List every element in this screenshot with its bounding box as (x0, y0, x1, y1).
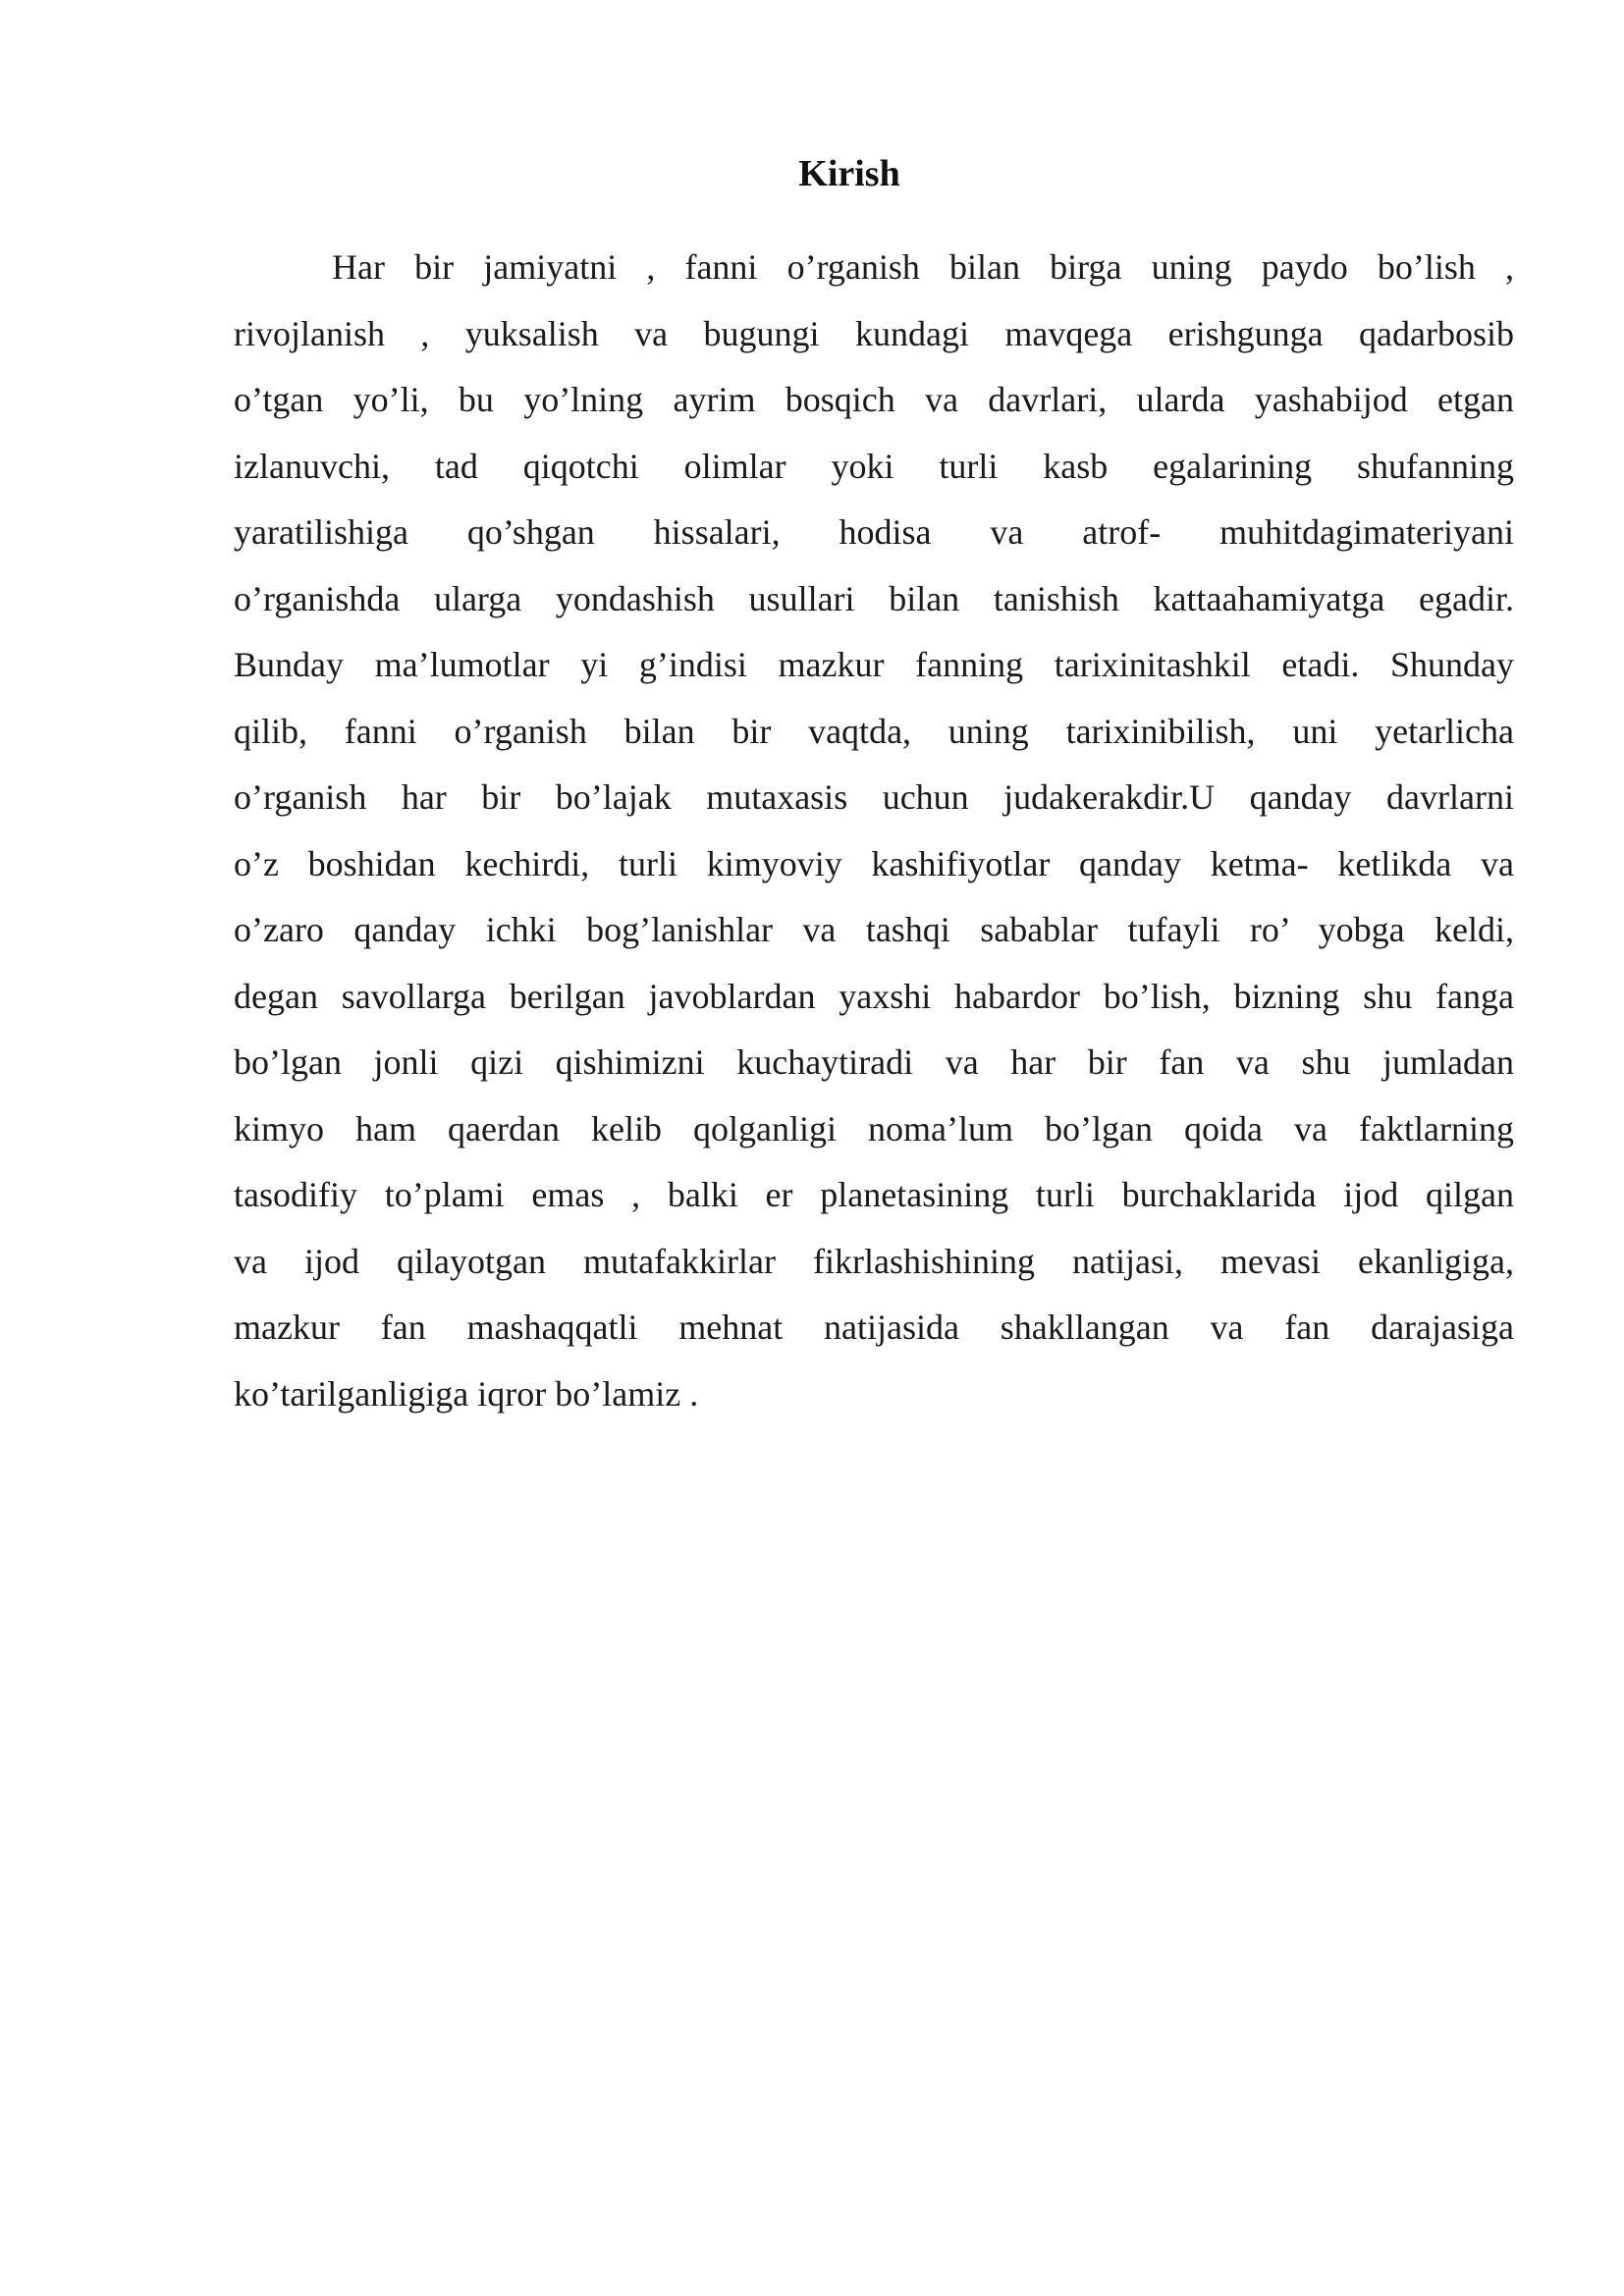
paragraph-line: o’zaro qanday ichki bog’lanishlar va tashqi sabablar tufayli ro’ yobga keldi, (234, 910, 1514, 949)
paragraph-line: ko’tarilganligiga iqror bo’lamiz . (234, 1373, 699, 1414)
paragraph-line: o’rganish har bir bo’lajak mutaxasis uchun judakerakdir.U qanday davrlarni (234, 777, 1514, 817)
paragraph-line: kimyo ham qaerdan kelib qolganligi noma’lum bo’lgan qoida va faktlarning (234, 1108, 1514, 1148)
page-title: Kirish (798, 153, 900, 194)
paragraph-line: o’tgan yo’li, bu yo’lning ayrim bosqich va davrlari, ularda yashabijod etgan (234, 380, 1514, 419)
paragraph-line: mazkur fan mashaqqatli mehnat natijasida shakllangan va fan darajasiga (234, 1308, 1514, 1347)
paragraph-line: qilib, fanni o’rganish bilan bir vaqtda, uning tarixinibilish, uni yetarlicha (234, 711, 1514, 751)
paragraph-line: yaratilishiga qo’shgan hissalari, hodisa va atrof- muhitdagimateriyani (234, 512, 1514, 552)
paragraph-line: o’rganishda ularga yondashish usullari bilan tanishish kattaahamiyatga egadir. (234, 578, 1514, 618)
paragraph-line: izlanuvchi, tad qiqotchi olimlar yoki turli kasb egalarining shufanning (234, 446, 1514, 486)
paragraph-line: Har bir jamiyatni , fanni o’rganish bilan birga uning paydo bo’lish , (332, 247, 1514, 287)
paragraph-line: degan savollarga berilgan javoblardan yaxshi habardor bo’lish, bizning shu fanga (234, 976, 1514, 1016)
paragraph-line: tasodifiy to’plami emas , balki er planetasining turli burchaklarida ijod qilgan (234, 1175, 1514, 1214)
paragraph-line: rivojlanish , yuksalish va bugungi kundagi mavqega erishgunga qadarbosib (234, 313, 1514, 353)
paragraph-line: bo’lgan jonli qizi qishimizni kuchaytiradi va har bir fan va shu jumladan (234, 1042, 1514, 1082)
paragraph-line: Bunday ma’lumotlar yi g’indisi mazkur fanning tarixinitashkil etadi. Shunday (234, 645, 1514, 684)
paragraph-line: o’z boshidan kechirdi, turli kimyoviy kashifiyotlar qanday ketma- ketlikda va (234, 843, 1514, 883)
paragraph-line: va ijod qilayotgan mutafakkirlar fikrlashishining natijasi, mevasi ekanligiga, (234, 1241, 1514, 1281)
body-paragraph (234, 240, 1514, 1432)
